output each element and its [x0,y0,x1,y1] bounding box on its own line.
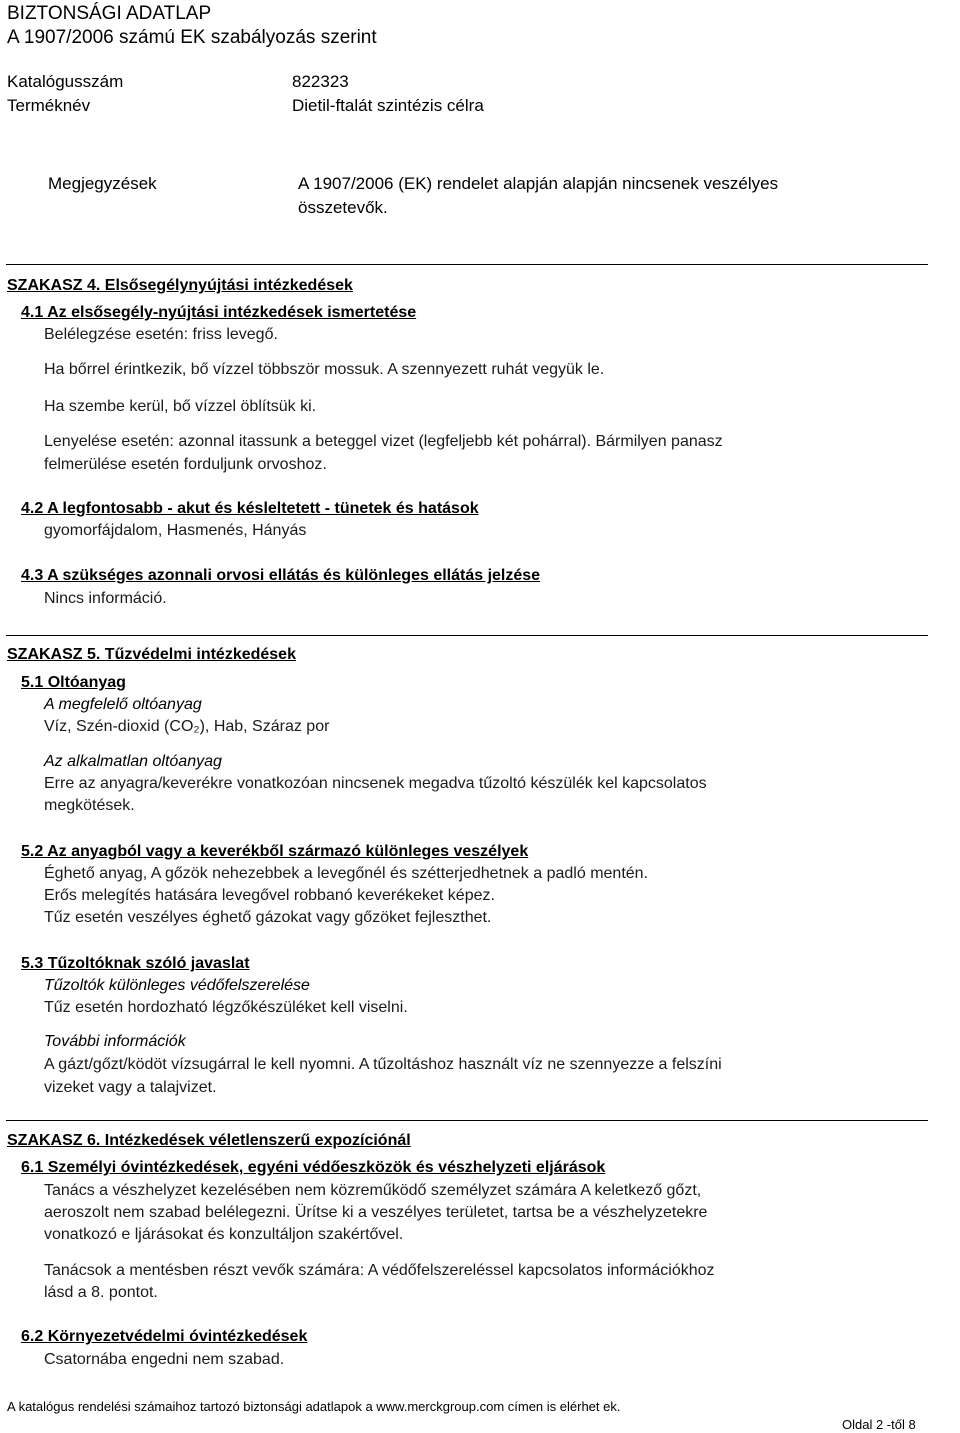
eye-contact-text: Ha szembe kerül, bő vízzel öblítsük ki. [44,398,317,415]
remarks-label: Megjegyzések [48,174,157,193]
hazard-text-2: Erős melegítés hatására levegővel robbanó keverékeket képez. [44,887,495,904]
responders-text-1: Tanácsok a mentésben részt vevők számára: A védőfelszereléssel kapcsolatos információkhoz [44,1262,715,1279]
section-divider [6,264,928,265]
firefighter-ppe-text: Tűz esetén hordozható légzőkészüléket kell viselni. [44,999,408,1016]
environmental-text: Csatornába engedni nem szabad. [44,1351,285,1368]
skin-contact-text: Ha bőrrel érintkezik, bő vízzel többször mossuk. A szennyezett ruhát vegyük le. [44,361,605,378]
section-5-2-title: 5.2 Az anyagból vagy a keverékből származó különleges veszélyek [21,843,529,860]
unsuitable-media-text-2: megkötések. [44,797,135,814]
section-5-1-title: 5.1 Oltóanyag [21,674,126,691]
unsuitable-media-text-1: Erre az anyagra/keverékre vonatkozóan nincsenek megadva tűzoltó készülék kel kapcsolatos [44,775,707,792]
medical-attention-text: Nincs információ. [44,590,167,607]
inhalation-text: Belélegzése esetén: friss levegő. [44,326,278,343]
footer-note: A katalógus rendelési számaihoz tartozó biztonsági adatlapok a www.merckgroup.com címen is elérhet ek. [7,1399,621,1414]
suitable-media-text: Víz, Szén-dioxid (CO₂), Hab, Száraz por [44,718,330,735]
firefighter-ppe-label: Tűzoltók különleges védőfelszerelése [44,977,310,994]
section-6-title: SZAKASZ 6. Intézkedések véletlenszerű expozíciónál [7,1132,411,1149]
section-4-title: SZAKASZ 4. Elsősegélynyújtási intézkedések [7,277,353,294]
hazard-text-3: Tűz esetén veszélyes éghető gázokat vagy gőzöket fejleszthet. [44,909,492,926]
section-4-2-title: 4.2 A legfontosabb - akut és késleltetett - tünetek és hatások [21,500,479,517]
catalog-number-value: 822323 [292,72,349,91]
product-name-value: Dietil-ftalát szintézis célra [292,96,484,115]
catalog-number-label: Katalógusszám [7,72,124,91]
advice-text-3: vonatkozó e ljárásokat és konzultáljon szakértővel. [44,1226,404,1243]
further-info-text-1: A gázt/gőzt/ködöt vízsugárral le kell nyomni. A tűzoltáshoz használt víz ne szennyezze a felszíni [44,1056,722,1073]
further-info-label: További információk [44,1033,186,1050]
advice-text-1: Tanács a vészhelyzet kezelésében nem közreműködő személyzet számára A keletkező gőzt, [44,1182,702,1199]
remarks-line-1: A 1907/2006 (EK) rendelet alapján alapján nincsenek veszélyes [298,174,779,193]
section-divider [6,635,928,636]
symptoms-text: gyomorfájdalom, Hasmenés, Hányás [44,522,307,539]
hazard-text-1: Éghető anyag, A gőzök nehezebbek a levegőnél és szétterjedhetnek a padló mentén. [44,865,648,882]
product-name-label: Terméknév [7,96,91,115]
ingestion-text-2: felmerülése esetén forduljunk orvoshoz. [44,456,327,473]
further-info-text-2: vizeket vagy a talajvizet. [44,1079,217,1096]
unsuitable-media-label: Az alkalmatlan oltóanyag [44,753,222,770]
document-title: BIZTONSÁGI ADATLAP [7,3,212,24]
section-6-1-title: 6.1 Személyi óvintézkedések, egyéni védőeszközök és vészhelyzeti eljárások [21,1159,606,1176]
responders-text-2: lásd a 8. pontot. [44,1284,158,1301]
page-number: Oldal 2 -től 8 [842,1417,916,1432]
section-6-2-title: 6.2 Környezetvédelmi óvintézkedések [21,1328,308,1345]
regulation-subtitle: A 1907/2006 számú EK szabályozás szerint [7,27,377,48]
section-5-3-title: 5.3 Tűzoltóknak szóló javaslat [21,955,250,972]
advice-text-2: aeroszolt nem szabad belélegezni. Ürítse ki a veszélyes területet, tartsa be a vészhelyzetekre [44,1204,708,1221]
section-4-1-title: 4.1 Az elsősegély-nyújtási intézkedések ismertetése [21,304,417,321]
remarks-line-2: összetevők. [298,198,388,217]
section-5-title: SZAKASZ 5. Tűzvédelmi intézkedések [7,646,296,663]
section-4-3-title: 4.3 A szükséges azonnali orvosi ellátás és különleges ellátás jelzése [21,567,541,584]
suitable-media-label: A megfelelő oltóanyag [44,696,202,713]
ingestion-text-1: Lenyelése esetén: azonnal itassunk a beteggel vizet (legfeljebb két pohárral). Bármilyen panasz [44,433,723,450]
section-divider [6,1120,928,1121]
